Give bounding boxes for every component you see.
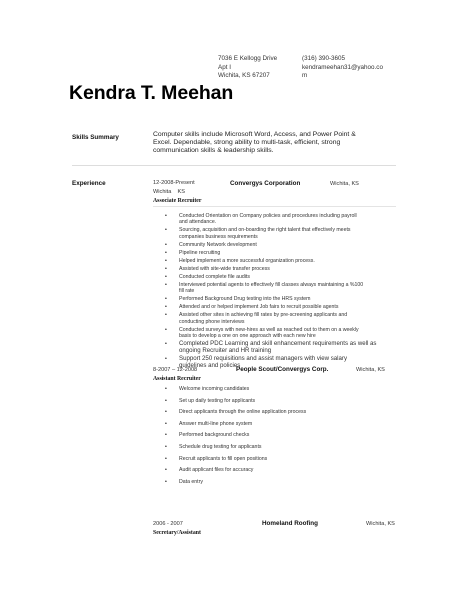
bullet-item (165, 227, 404, 240)
bullet-dot-icon: • (165, 273, 167, 280)
experience-label: Experience (72, 180, 106, 187)
bullet-dot-icon: • (165, 397, 167, 404)
job-1-sublocation: Wichita KS (153, 189, 186, 195)
bullet-dot-icon: • (165, 420, 167, 427)
bullet-text: Performed Background Drug testing into the HRS system (179, 296, 311, 303)
bullet-text: Assisted with site-wide transfer process (179, 265, 270, 272)
bullet-dot-icon: • (165, 281, 167, 288)
bullet-text: Conducted Orientation on Company policies and procedures including payroll (179, 213, 357, 219)
contact-address-1: 7036 E Kellogg Drive (218, 55, 278, 62)
bullet-item (165, 340, 404, 355)
bullet-item (165, 420, 404, 427)
bullet-dot-icon: • (165, 265, 167, 272)
bullet-dot-icon: • (165, 356, 167, 363)
job-1-bullet-list (165, 213, 404, 371)
bullet-item (165, 409, 404, 416)
contact-phone: (316) 390-3605 (302, 55, 346, 62)
skills-line: Computer skills include Microsoft Word, Access, and Power Point & (153, 131, 356, 138)
bullet-text: Helped implement a more successful organization process. (179, 257, 315, 264)
job-1-divider (153, 206, 396, 207)
bullet-text: conducting phone interviews (179, 318, 245, 325)
skills-line: communication skills & leadership skills. (153, 147, 274, 154)
job-2-company: People Scout/Convergys Corp. (236, 366, 329, 373)
job-1-title: Associate Recruiter (153, 198, 202, 204)
job-2-dates: 8-2007 – 12-2008 (153, 367, 198, 373)
candidate-name: Kendra T. Meehan (69, 82, 234, 104)
bullet-dot-icon: • (165, 304, 167, 311)
bullet-text: Schedule drug testing for applicants (179, 443, 262, 450)
bullet-item (165, 257, 404, 264)
bullet-dot-icon: • (165, 241, 167, 248)
bullet-item (165, 213, 404, 226)
contact-address-3: Wichita, KS 67207 (218, 72, 270, 79)
bullet-text: Support 250 requisitions and assist managers with view salary (179, 355, 348, 363)
bullet-text: Audit applicant files for accuracy (179, 467, 254, 474)
job-3-title: Secretary/Assistant (153, 530, 201, 536)
contact-email-2: m (302, 72, 308, 79)
bullet-item (165, 386, 404, 392)
job-1-company: Convergys Corporation (230, 180, 301, 187)
bullet-item (165, 467, 404, 474)
bullet-text: fill rate (179, 288, 195, 295)
bullet-dot-icon: • (165, 257, 167, 264)
bullet-text: companies business requirements (179, 233, 258, 240)
contact-email-1: kendrameehan31@yahoo.co (302, 64, 383, 71)
bullet-text: Answer multi-line phone system (179, 420, 253, 427)
job-2-bullet-list (165, 386, 404, 490)
job-3-location: Wichita, KS (366, 521, 395, 527)
job-2-title: Assistant Recruiter (153, 376, 201, 382)
bullet-text: Assisted other sites in achieving fill rates by pre-screening applicants and (179, 312, 348, 319)
bullet-text: Pipeline recruiting (179, 249, 221, 256)
bullet-dot-icon: • (165, 443, 167, 450)
bullet-text: ongoing Recruiter and HR training (179, 346, 272, 354)
bullet-text: Interviewed potential agents to effectively fill classes always maintaining a %100 (179, 281, 364, 288)
job-3-dates: 2006 - 2007 (153, 521, 183, 527)
bullet-text: basis to develop a one on one approach with each new hire (179, 333, 316, 340)
bullet-item (165, 281, 404, 295)
bullet-dot-icon: • (165, 213, 167, 219)
bullet-text: guidelines and policies (179, 362, 241, 370)
bullet-item (165, 478, 404, 485)
bullet-item (165, 312, 404, 325)
bullet-dot-icon: • (165, 478, 167, 485)
bullet-item (165, 326, 404, 340)
bullet-text: and attendance. (179, 219, 217, 226)
bullet-text: Sourcing, acquisition and on-boarding the right talent that effectively meets (179, 227, 351, 234)
bullet-text: Recruit applicants to fill open positions (179, 455, 268, 462)
bullet-text: Set up daily testing for applicants (179, 397, 256, 404)
bullet-item (165, 455, 404, 462)
job-1-location: Wichita, KS (330, 181, 359, 187)
bullet-item (165, 241, 404, 248)
skills-line: Excel. Dependable, strong ability to multi-task, efficient, strong (153, 139, 341, 146)
bullet-item (165, 249, 404, 256)
bullet-dot-icon: • (165, 455, 167, 462)
bullet-dot-icon: • (165, 326, 167, 333)
contact-address-2: Apt I (218, 64, 231, 71)
bullet-item (165, 304, 404, 311)
bullet-text: Data entry (179, 478, 203, 485)
bullet-dot-icon: • (165, 432, 167, 439)
skills-divider (72, 165, 396, 166)
bullet-dot-icon: • (165, 467, 167, 474)
job-3-company: Homeland Roofing (262, 520, 318, 527)
bullet-dot-icon: • (165, 409, 167, 416)
bullet-text: Community Network development (179, 241, 257, 248)
job-2-location: Wichita, KS (356, 367, 385, 373)
bullet-item (165, 397, 404, 404)
bullet-dot-icon: • (165, 341, 167, 348)
bullet-item (165, 265, 404, 272)
bullet-text: Welcome incoming candidates (179, 386, 250, 392)
bullet-text: Direct applicants through the online application process (179, 409, 307, 416)
bullet-item (165, 273, 404, 280)
bullet-text: Conducted surveys with new-hires as well as reached out to them on a weekly (179, 326, 359, 333)
bullet-text: Completed PDC Learning and skill enhancement requirements as well as (179, 340, 377, 348)
skills-summary-label: Skills Summary (72, 134, 119, 141)
bullet-item (165, 443, 404, 450)
bullet-item (165, 432, 404, 439)
bullet-dot-icon: • (165, 249, 167, 256)
bullet-text: Conducted complete file audits (179, 273, 250, 280)
bullet-dot-icon: • (165, 296, 167, 303)
skills-summary-text (153, 131, 389, 155)
job-1-dates: 12-2008-Present (153, 180, 195, 186)
bullet-dot-icon: • (165, 227, 167, 234)
bullet-dot-icon: • (165, 386, 167, 392)
bullet-text: Attended and or helped implement Job fairs to recruit possible agents (179, 304, 339, 311)
bullet-text: Performed background checks (179, 432, 250, 439)
bullet-item (165, 296, 404, 303)
bullet-dot-icon: • (165, 312, 167, 319)
